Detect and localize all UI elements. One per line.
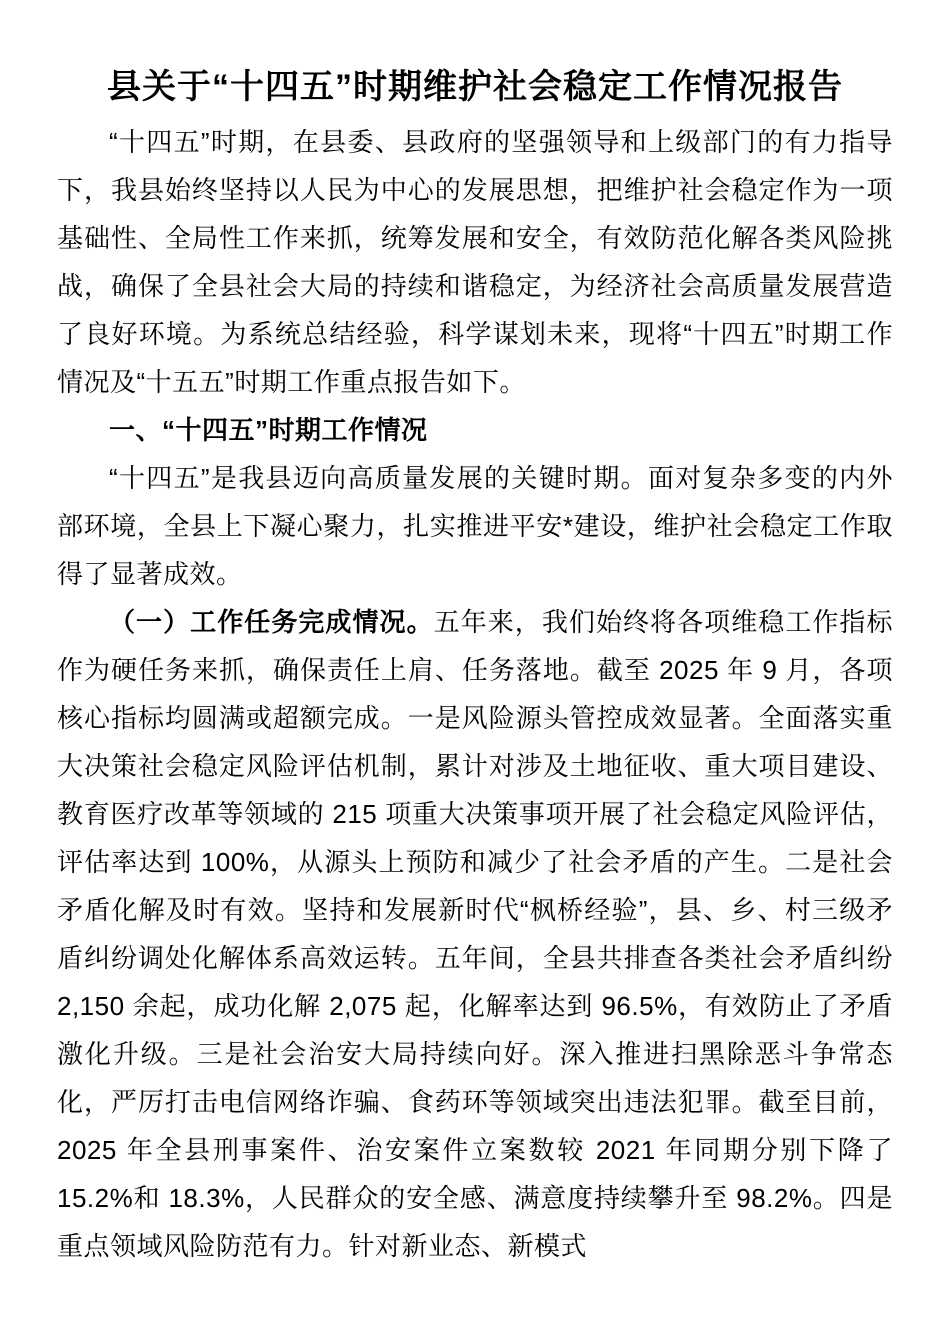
document-title: 县关于“十四五”时期维护社会稳定工作情况报告	[107, 68, 843, 106]
paragraph-task-completion-lead: （一）工作任务完成情况。	[109, 607, 434, 637]
paragraph-task-completion-text: 五年来，我们始终将各项维稳工作指标作为硬任务来抓，确保责任上肩、任务落地。截至 2025 年 9 月，各项核心指标均圆满或超额完成。一是风险源头管控成效显著。全面落实重大决策社会稳定风险评估机制，累计对涉及土地征收、重大项目建设、教育医疗改革等领域的 215 项重大决策事项开展了社会稳定风险评估，评估率达到 100%，从源头上预防和减少了社会矛盾的产生。二是社会矛盾化解及时有效。坚持和发展新时代“枫桥经验”，县、乡、村三级矛盾纠纷调处化解体系高效运转。五年间，全县共排查各类社会矛盾纠纷 2,150 余起，成功化解 2,075 起，化解率达到 96.5%，有效防止了矛盾激化升级。三是社会治安大局持续向好。深入推进扫黑除恶斗争常态化，严厉打击电信网络诈骗、食药环等领域突出违法犯罪。截至目前，2025 年全县刑事案件、治安案件立案数较 2021 年同期分别下降了 15.2%和 18.3%，人民群众的安全感、满意度持续攀升至 98.2%。四是重点领域风险防范有力。针对新业态、新模式	[57, 607, 893, 1261]
paragraph-period-overview: “十四五”是我县迈向高质量发展的关键时期。面对复杂多变的内外部环境，全县上下凝心聚力，扎实推进平安*建设，维护社会稳定工作取得了显著成效。	[57, 463, 893, 589]
section-heading-1: 一、“十四五”时期工作情况	[109, 415, 428, 445]
paragraph-task-completion	[57, 598, 893, 1270]
paragraph-intro: “十四五”时期，在县委、县政府的坚强领导和上级部门的有力指导下，我县始终坚持以人民为中心的发展思想，把维护社会稳定作为一项基础性、全局性工作来抓，统筹发展和安全，有效防范化解各类风险挑战，确保了全县社会大局的持续和谐稳定，为经济社会高质量发展营造了良好环境。为系统总结经验，科学谋划未来，现将“十四五”时期工作情况及“十五五”时期工作重点报告如下。	[57, 127, 893, 397]
